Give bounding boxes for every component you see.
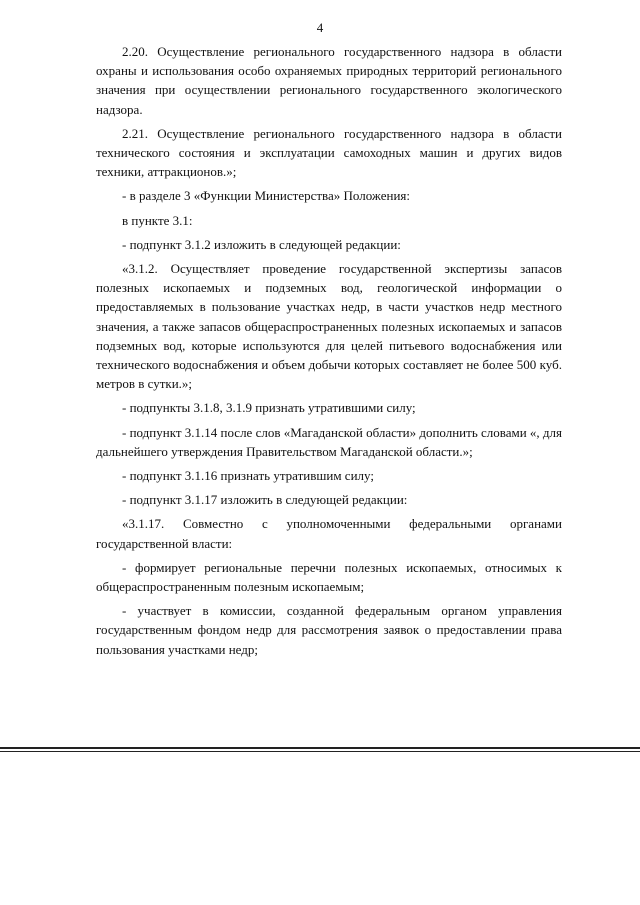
paragraph-text: - подпункт 3.1.17 изложить в следующей редакции: xyxy=(122,492,408,508)
paragraph-text: 2.20. Осуществление регионального государственного надзора в области охраны и использования особо охраняемых природных территорий регионального значения при осуществлении регионального государственного экологического надзора. xyxy=(96,44,562,117)
horizontal-rule xyxy=(0,747,640,749)
paragraph xyxy=(96,558,562,596)
paragraph xyxy=(96,124,562,182)
paragraph xyxy=(96,514,562,552)
paragraph-text: 2.21. Осуществление регионального государственного надзора в области технического состояния и эксплуатации самоходных машин и других видов техники, аттракционов.»; xyxy=(96,125,562,180)
paragraph xyxy=(96,235,562,254)
document-body xyxy=(96,42,562,664)
paragraph-text: - подпункты 3.1.8, 3.1.9 признать утратившими силу; xyxy=(122,400,416,416)
paragraph-text: - в разделе 3 «Функции Министерства» Положения: xyxy=(122,188,410,204)
paragraph-text: - участвует в комиссии, созданной федеральным органом управления государственным фондом недр для рассмотрения заявок о предоставлении права пользования участками недр; xyxy=(96,603,562,657)
paragraph-text: - подпункт 3.1.16 признать утратившим силу; xyxy=(122,468,374,484)
paragraph xyxy=(96,601,562,659)
paragraph xyxy=(96,398,562,417)
paragraph-text: - подпункт 3.1.2 изложить в следующей редакции: xyxy=(122,236,401,252)
paragraph xyxy=(96,186,562,205)
paragraph-text: - подпункт 3.1.14 после слов «Магаданской области» дополнить словами «, для дальнейшего утверждения Правительством Магаданской области.»; xyxy=(96,424,563,459)
paragraph-text: - формирует региональные перечни полезных ископаемых, относимых к общераспространенным полезным ископаемым; xyxy=(96,559,562,595)
page-number: 4 xyxy=(316,20,324,35)
horizontal-rule xyxy=(0,751,640,752)
paragraph-text: «3.1.2. Осуществляет проведение государственной экспертизы запасов полезных ископаемых и подземных вод, геологической информации о предоставляемых в пользование участках недр, в части участков недр местного значения, а также запасов общераспространенных полезных ископаемых и запасов подземных вод, которые используются для целей питьевого водоснабжения или технического водоснабжения и объем добычи которых составляет не более 500 куб. метров в сутки.»; xyxy=(96,261,562,392)
paragraph xyxy=(96,423,562,461)
paragraph xyxy=(96,466,562,485)
paragraph xyxy=(96,259,562,393)
paragraph xyxy=(96,211,562,230)
paragraph xyxy=(96,490,562,509)
paragraph xyxy=(96,42,562,119)
paragraph-text: «3.1.17. Совместно с уполномоченными федеральными органами государственной власти: xyxy=(96,516,562,551)
paragraph-text: в пункте 3.1: xyxy=(122,212,193,228)
